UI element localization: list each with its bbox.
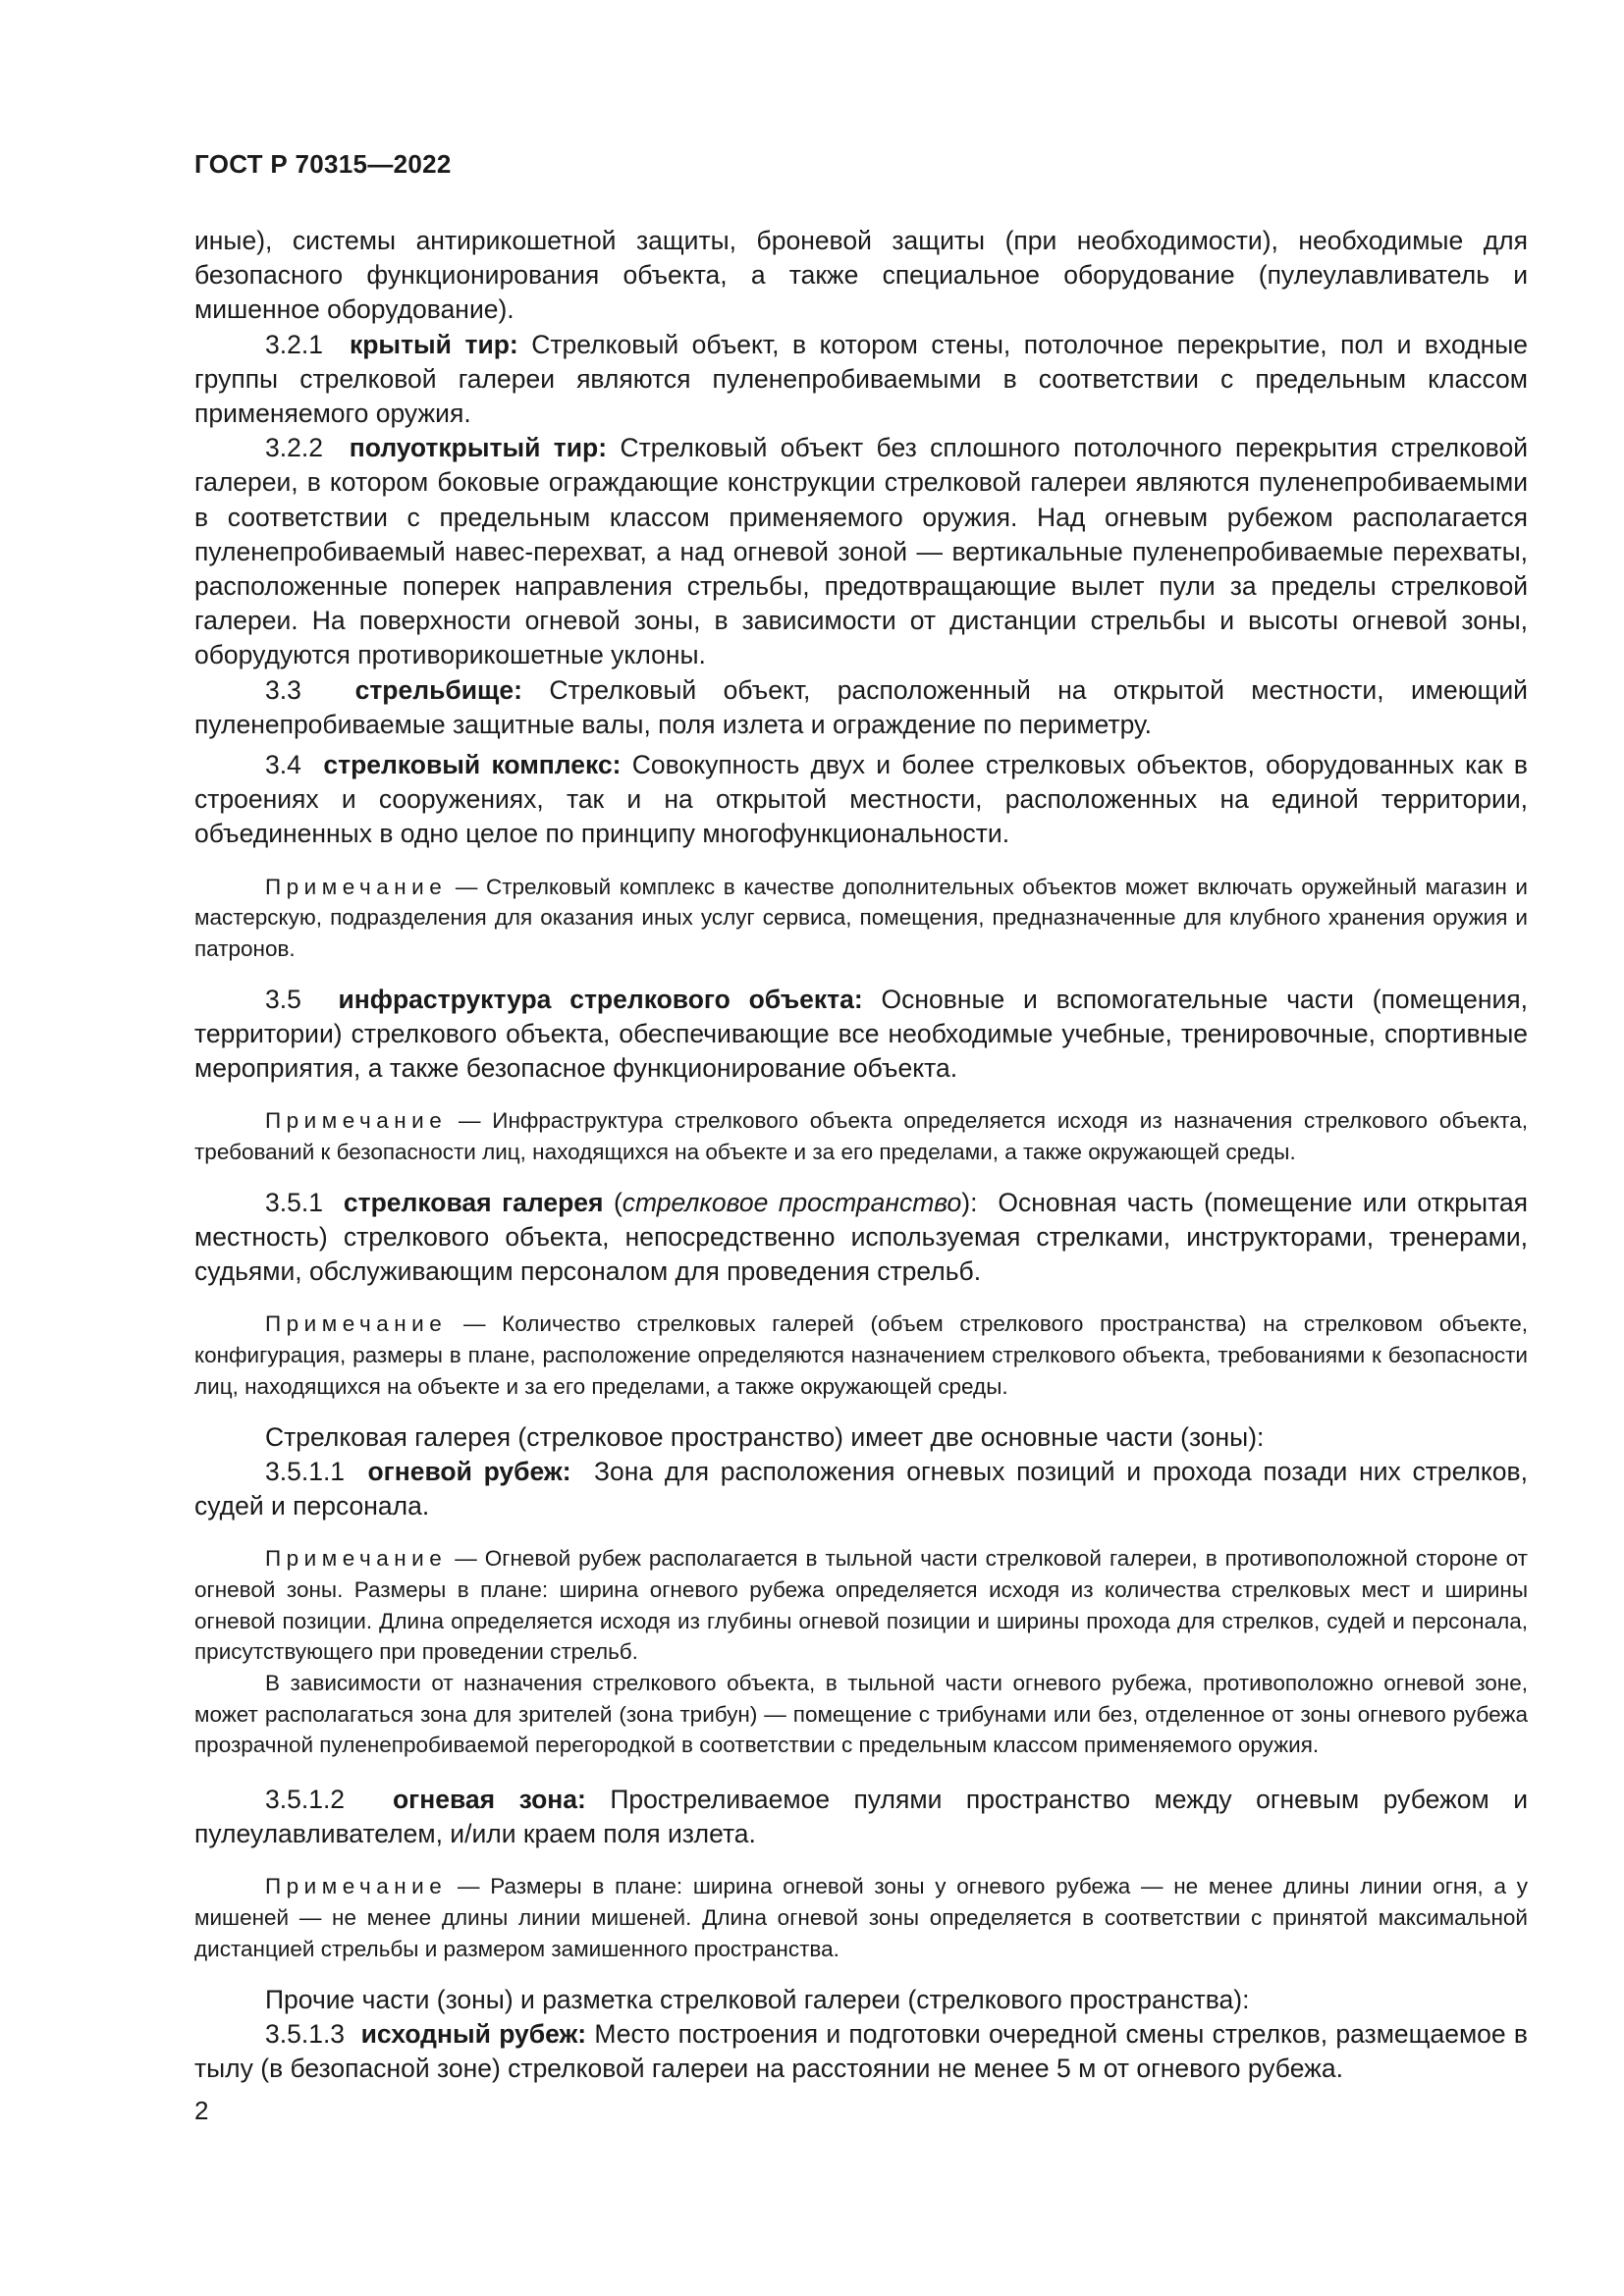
term-definition: Место построения и подготовки очередной смены стрелков, размещаемое в тылу (в безопасной зоне) стрелковой галереи на расстоянии не менее 5 м от огневого рубежа. [194,2018,1528,2083]
term-number: 3.5.1.3 [265,2018,346,2049]
term-definition: Стрелковый объект без сплошного потолочного перекрытия стрелковой галереи, в котором боковые ограждающие конструкции стрелковой галереи являются пуленепробиваемыми в соответствии с предельным классом применяемого оружия. Над огневым рубежом располагается пуленепробиваемый навес-перехват, а над огневой зоной — вертикальные пуленепробиваемые перехваты, расположенные поперек направления стрельбы, предотвращающие вылет пули за пределы стрелковой галереи. На поверхности огневой зоны, в зависимости от дистанции стрельбы и высоты огневой зоны, оборудуются противорикошетные уклоны. [194,433,1528,670]
note-label: Примечание [265,1108,448,1134]
note-1 [194,872,1528,965]
note-text: — Стрелковый комплекс в качестве дополнительных объектов может включать оружейный магазин и мастерскую, подразделения для оказания иных услуг сервиса, помещения, предназначенные для клубного хранения оружия и патронов. [194,874,1528,962]
term-definition: Стрелковый объект, в котором стены, потолочное перекрытие, пол и входные группы стрелковой галереи являются пуленепробиваемыми в соответствии с предельным классом применяемого оружия. [194,329,1528,429]
note-text: — Количество стрелковых галерей (объем стрелкового пространства) на стрелковом объекте, конфигурация, размеры в плане, расположение определяются назначением стрелкового объекта, требованиями к безопасности лиц, находящихся на объекте и за его пределами, а также окружающей среды. [194,1311,1528,1399]
term-title: инфраструктура стрелкового объекта: [338,984,863,1014]
note-label: Примечание [265,1874,448,1899]
term-definition: Основные и вспомогательные части (помещения, территории) стрелкового объекта, обеспечивающие все необходимые учебные, тренировочные, спортивные мероприятия, а также безопасное функционирование объекта. [194,984,1529,1084]
term-number: 3.5.1 [265,1187,323,1217]
note-label: Примечание [265,1311,448,1337]
note-4-continuation: В зависимости от назначения стрелкового объекта, в тыльной части огневого рубежа, противоположно огневой зоне, может располагаться зона для зрителей (зона трибун) — помещение с трибунами или без, отделенное от зоны огневого рубежа прозрачной пуленепробиваемой перегородкой в соответствии с предельным классом применяемого оружия. [194,1670,1528,1758]
paragraph-continuation: иные), системы антирикошетной защиты, броневой защиты (при необходимости), необходимые для безопасного функционирования объекта, а также специальное оборудование (пулеулавливатель и мишенное оборудование). [194,226,1528,325]
term-title: исходный рубеж: [360,2018,587,2049]
note-text: — Огневой рубеж располагается в тыльной части стрелковой галереи, в противоположной стороне от огневой зоны. Размеры в плане: ширина огневого рубежа определяется исходя из количества стрелковых мест и ширины огневой позиции. Длина определяется исходя из глубины огневой позиции и ширины прохода для стрелков, судей и персонала, присутствующего при проведении стрельб. [194,1546,1528,1665]
term-definition: Основная часть (помещение или открытая местность) стрелкового объекта, непосредственно используемая стрелками, инструкторами, тренерами, судьями, обслуживающим персоналом для проведения стрельб. [194,1187,1529,1287]
term-definition: Зона для расположения огневых позиций и прохода позади них стрелков, судей и персонала. [194,1456,1528,1521]
note-label: Примечание [265,874,448,899]
note-2 [194,1105,1528,1167]
document-body [194,224,1528,2086]
term-number: 3.2.2 [265,433,323,463]
term-definition: Совокупность двух и более стрелковых объектов, оборудованных как в строениях и сооружениях, так и на открытой местности, расположенных на единой территории, объединенных в одно целое по принципу многофункциональности. [194,750,1528,849]
term-3-4 [194,748,1528,852]
term-3-5-1: 3.5.1 стрелковая галерея (стрелковое пространство): Основная часть (помещение или открытая местность) стрелкового объекта, непосредственно используемая стрелками, инструкторами, тренерами, судьями, обслуживающим персоналом для проведения стрельб. [194,1187,1529,1287]
term-title: стрельбище: [354,674,522,705]
term-3-3 [194,673,1528,742]
paragraph-zones-intro: Стрелковая галерея (стрелковое пространство) имеет две основные части (зоны): [265,1421,1265,1452]
note-4 [194,1543,1528,1668]
term-title: стрелковая галерея [343,1187,604,1217]
term-title: стрелковый комплекс: [323,750,622,780]
term-title: крытый тир: [349,329,518,359]
term-number: 3.2.1 [265,329,323,359]
term-title: огневой рубеж: [367,1456,571,1486]
term-number: 3.5.1.1 [265,1456,346,1486]
term-definition: Простреливаемое пулями пространство между огневым рубежом и пулеулавливателем, и/или краем поля излета. [194,1785,1528,1849]
note-text: — Размеры в плане: ширина огневой зоны у огневого рубежа — не менее длины линии огня, а у мишеней — не менее длины линии мишеней. Длина огневой зоны определяется в соответствии с принятой максимальной дистанцией стрельбы и размером замишенного пространства. [194,1874,1528,1961]
document-code: ГОСТ Р 70315—2022 [194,149,452,179]
page-number: 2 [194,2096,209,2125]
note-text: — Инфраструктура стрелкового объекта определяется исходя из назначения стрелкового объекта, требований к безопасности лиц, находящихся на объекте и за его пределами, а также окружающей среды. [194,1108,1528,1165]
term-definition: Стрелковый объект, расположенный на открытой местности, имеющий пуленепробиваемые защитные валы, поля излета и ограждение по периметру. [194,674,1528,739]
term-3-2-1 [194,328,1528,432]
term-number: 3.5.1.2 [265,1785,346,1815]
term-3-2-2 [194,431,1528,672]
note-label: Примечание [265,1546,448,1572]
paragraph-other-zones-intro: Прочие части (зоны) и разметка стрелковой галереи (стрелкового пространства): [265,1984,1250,2014]
term-3-5-1-3 [194,2017,1528,2086]
term-3-5-1-2 [194,1783,1528,1851]
term-3-5 [194,983,1528,1087]
note-5 [194,1871,1528,1964]
term-title: полуоткрытый тир: [349,433,608,463]
note-3 [194,1308,1528,1402]
term-number: 3.4 [265,750,301,780]
term-number: 3.5 [265,984,301,1014]
term-3-5-1-1 [194,1455,1528,1523]
term-synonym: стрелковое пространство [622,1187,962,1217]
term-title: огневая зона: [393,1785,586,1815]
term-number: 3.3 [265,674,301,705]
